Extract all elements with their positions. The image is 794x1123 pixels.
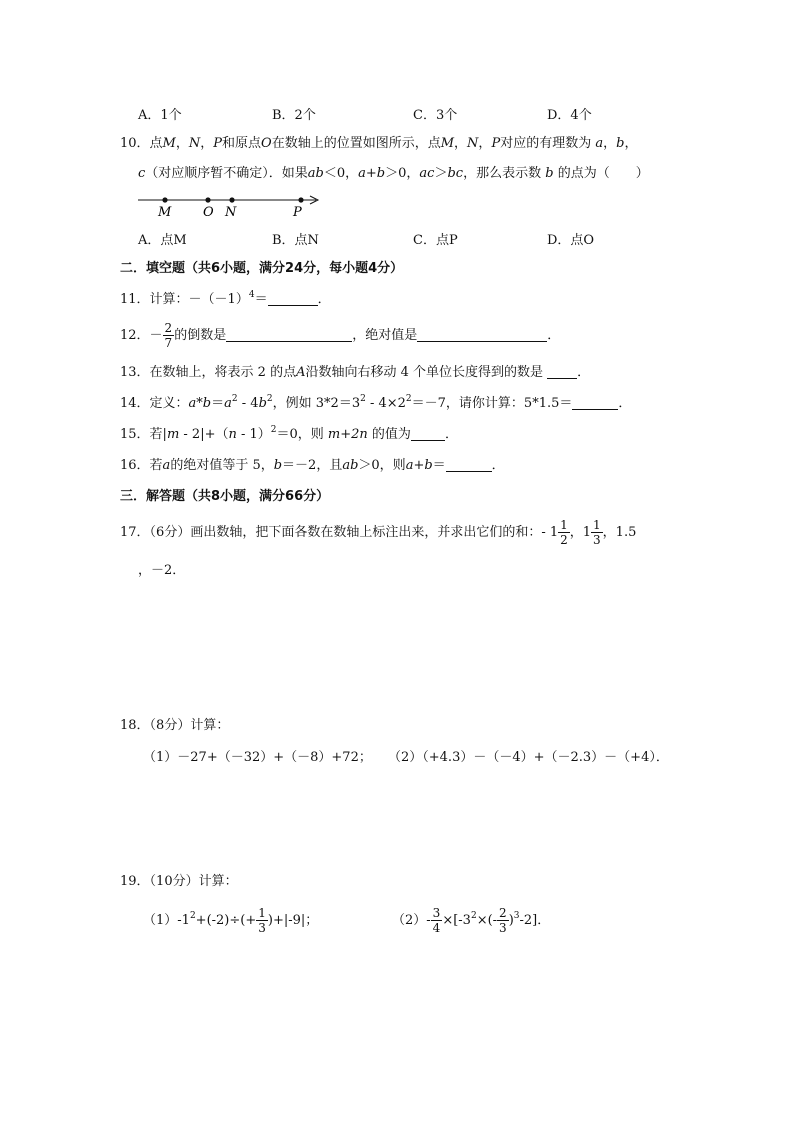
q10-line1: 10．点M，N，P和原点O在数轴上的位置如图所示，点M，N，P对应的有理数为 a，b， (120, 136, 638, 151)
q16: 16．若a的绝对值等于 5，b＝－2，且ab＞0，则a+b＝ ． (120, 458, 505, 473)
q11: 11．计算：$-(-1)^4=$ ． (120, 290, 331, 307)
q10-option-b: B．点N (272, 233, 319, 248)
label-m: M (158, 205, 172, 220)
q9-option-d: D．4个 (547, 108, 592, 123)
label-p: P (293, 205, 302, 220)
point-n (229, 197, 234, 202)
q13: 13．在数轴上，将表示 2 的点A沿数轴向右移动 4 个单位长度得到的数是 ． (120, 365, 591, 380)
q18-title: 18．（8分）计算： (120, 718, 230, 733)
q17-line2: ，－2． (138, 563, 186, 578)
q15: 15．若|m - 2|+（n - 1）$^2$＝0，则 m+2n 的值为 ． (120, 425, 458, 442)
point-m (162, 197, 167, 202)
q9-option-c: C．3个 (413, 108, 458, 123)
point-o (205, 197, 210, 202)
q9-option-b: B．2个 (272, 108, 316, 123)
q10-option-a: A．点M (138, 233, 187, 248)
q18-part2: （2）（+4.3）－（－4）+（－2.3）－（+4）． (388, 750, 669, 765)
q10-line2: c（对应顺序暂不确定）．如果ab＜0，a+b＞0，ac＞bc，那么表示数 b 的点为（ ） (138, 166, 649, 181)
q10-option-d: D．点O (547, 233, 595, 248)
q12: 12．－ $\frac{2}{7}$ 的倒数是 ，绝对值是 ． (120, 321, 561, 350)
section3-title: 三．解答题（共8小题，满分66分） (120, 489, 330, 504)
q19-part1: $(1)-1^2+(-2)\div(+$ $\frac{1}{3}$ )+|-9|； (143, 906, 319, 935)
label-n: N (225, 205, 237, 220)
q10-option-c: C．点P (413, 233, 458, 248)
section2-title: 二．填空题（共6小题，满分24分，每小题4分） (120, 261, 404, 276)
q14: 14．定义：$a*b=a^2 - 4b^2$，例如 $3*2=3^2 - 4\times 2^2=-7$，请你计算：5*1.5＝ ． (120, 394, 632, 411)
point-p (298, 197, 303, 202)
q19-part2: （2）- $\frac{3}{4}$ $\times[-3^2\times(-$ $\frac{2}{3}$ )$^3$-2]． (392, 906, 551, 935)
q10-number-line (136, 190, 326, 222)
q18-part1: （1）－27+（－32）+（－8）+72； (143, 750, 372, 765)
q17-line1: 17．（6分）画出数轴，把下面各数在数轴上标注出来，并求出它们的和：- 1 $\frac{1}{2}$ ，1 $\frac{1}{3}$ ，1.5 (120, 518, 637, 547)
label-o: O (203, 205, 214, 220)
q9-option-a: A．1个 (138, 108, 182, 123)
q19-title: 19．（10分）计算： (120, 874, 238, 889)
